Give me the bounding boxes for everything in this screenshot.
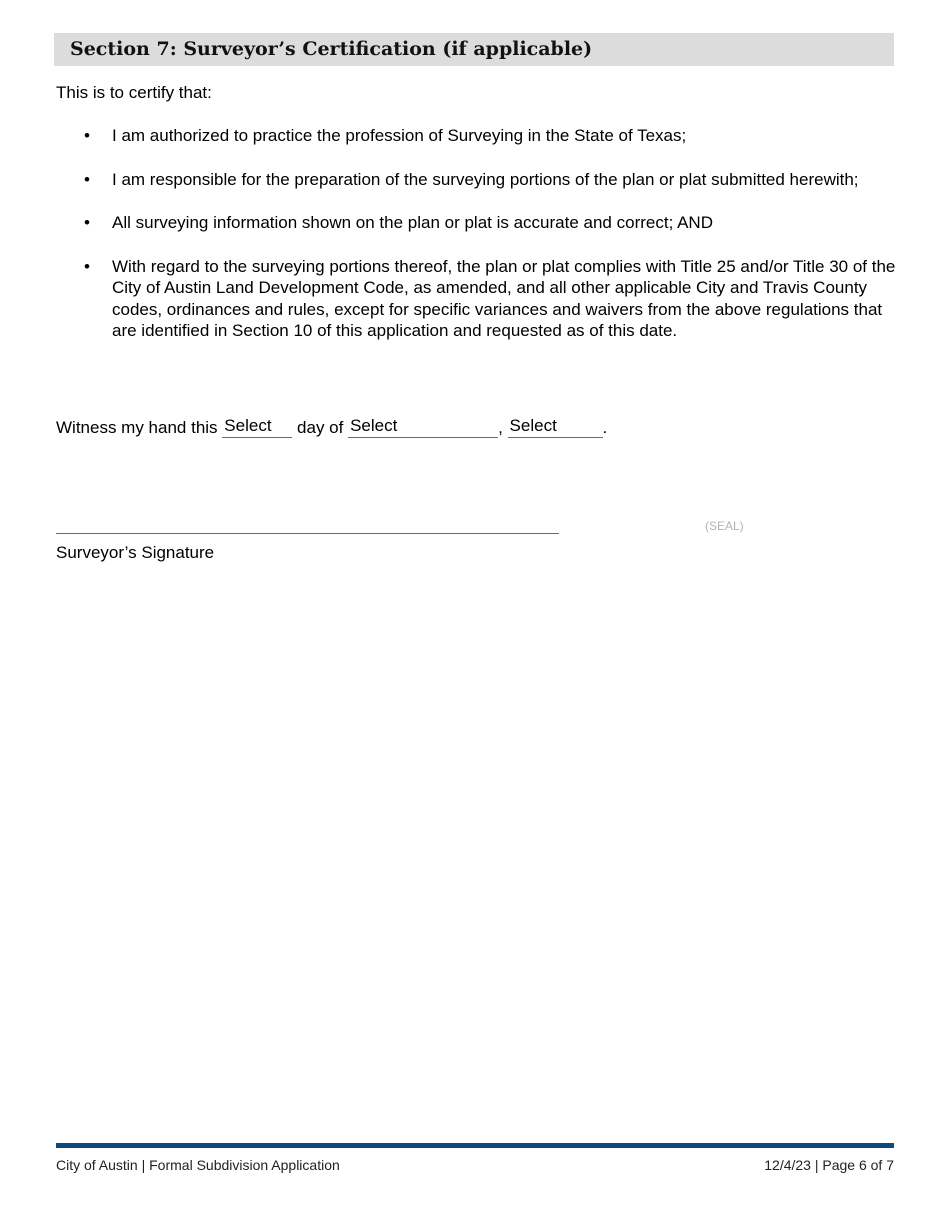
list-item-text: With regard to the surveying portions thereof, the plan or plat complies with Title 25 and/or Title 30 of the City of Austin Land Development Code, as amended, and all other applicable City and Travis County codes, ordinances and rules, except for specific variances and waivers from the above regulations that are identified in Section 10 of this application and requested as of this date. (112, 256, 896, 340)
list-item-text: I am authorized to practice the profession of Surveying in the State of Texas; (112, 126, 687, 145)
certification-list (56, 125, 896, 364)
bullet-icon: • (84, 256, 90, 276)
list-item (56, 212, 896, 234)
witness-middle: day of (297, 418, 344, 437)
footer-divider (56, 1143, 894, 1148)
bullet-icon: • (84, 213, 90, 232)
witness-prefix: Witness my hand this (56, 418, 218, 437)
witness-period: . (602, 418, 608, 437)
footer-page-info: 12/4/23 | Page 6 of 7 (764, 1157, 894, 1173)
list-item (56, 256, 896, 342)
bullet-icon: • (84, 126, 90, 145)
month-select[interactable]: Select (348, 416, 498, 438)
year-select[interactable]: Select (508, 416, 603, 438)
list-item (56, 169, 896, 191)
signature-field[interactable] (56, 533, 559, 534)
bullet-icon: • (84, 169, 90, 189)
witness-comma: , (498, 418, 503, 437)
list-item-text: I am responsible for the preparation of the surveying portions of the plan or plat submitted herewith; (112, 169, 859, 189)
day-select[interactable]: Select (222, 416, 292, 438)
section-title: Section 7: Surveyor’s Certification (if applicable) (70, 38, 593, 60)
list-item (56, 125, 896, 147)
section-header (54, 33, 894, 66)
seal-placeholder: (SEAL) (705, 519, 744, 533)
signature-label: Surveyor’s Signature (56, 543, 215, 562)
list-item-text: All surveying information shown on the plan or plat is accurate and correct; AND (112, 213, 713, 232)
intro-text: This is to certify that: (56, 83, 212, 102)
witness-line (56, 416, 607, 440)
footer-title: City of Austin | Formal Subdivision Application (56, 1157, 340, 1173)
